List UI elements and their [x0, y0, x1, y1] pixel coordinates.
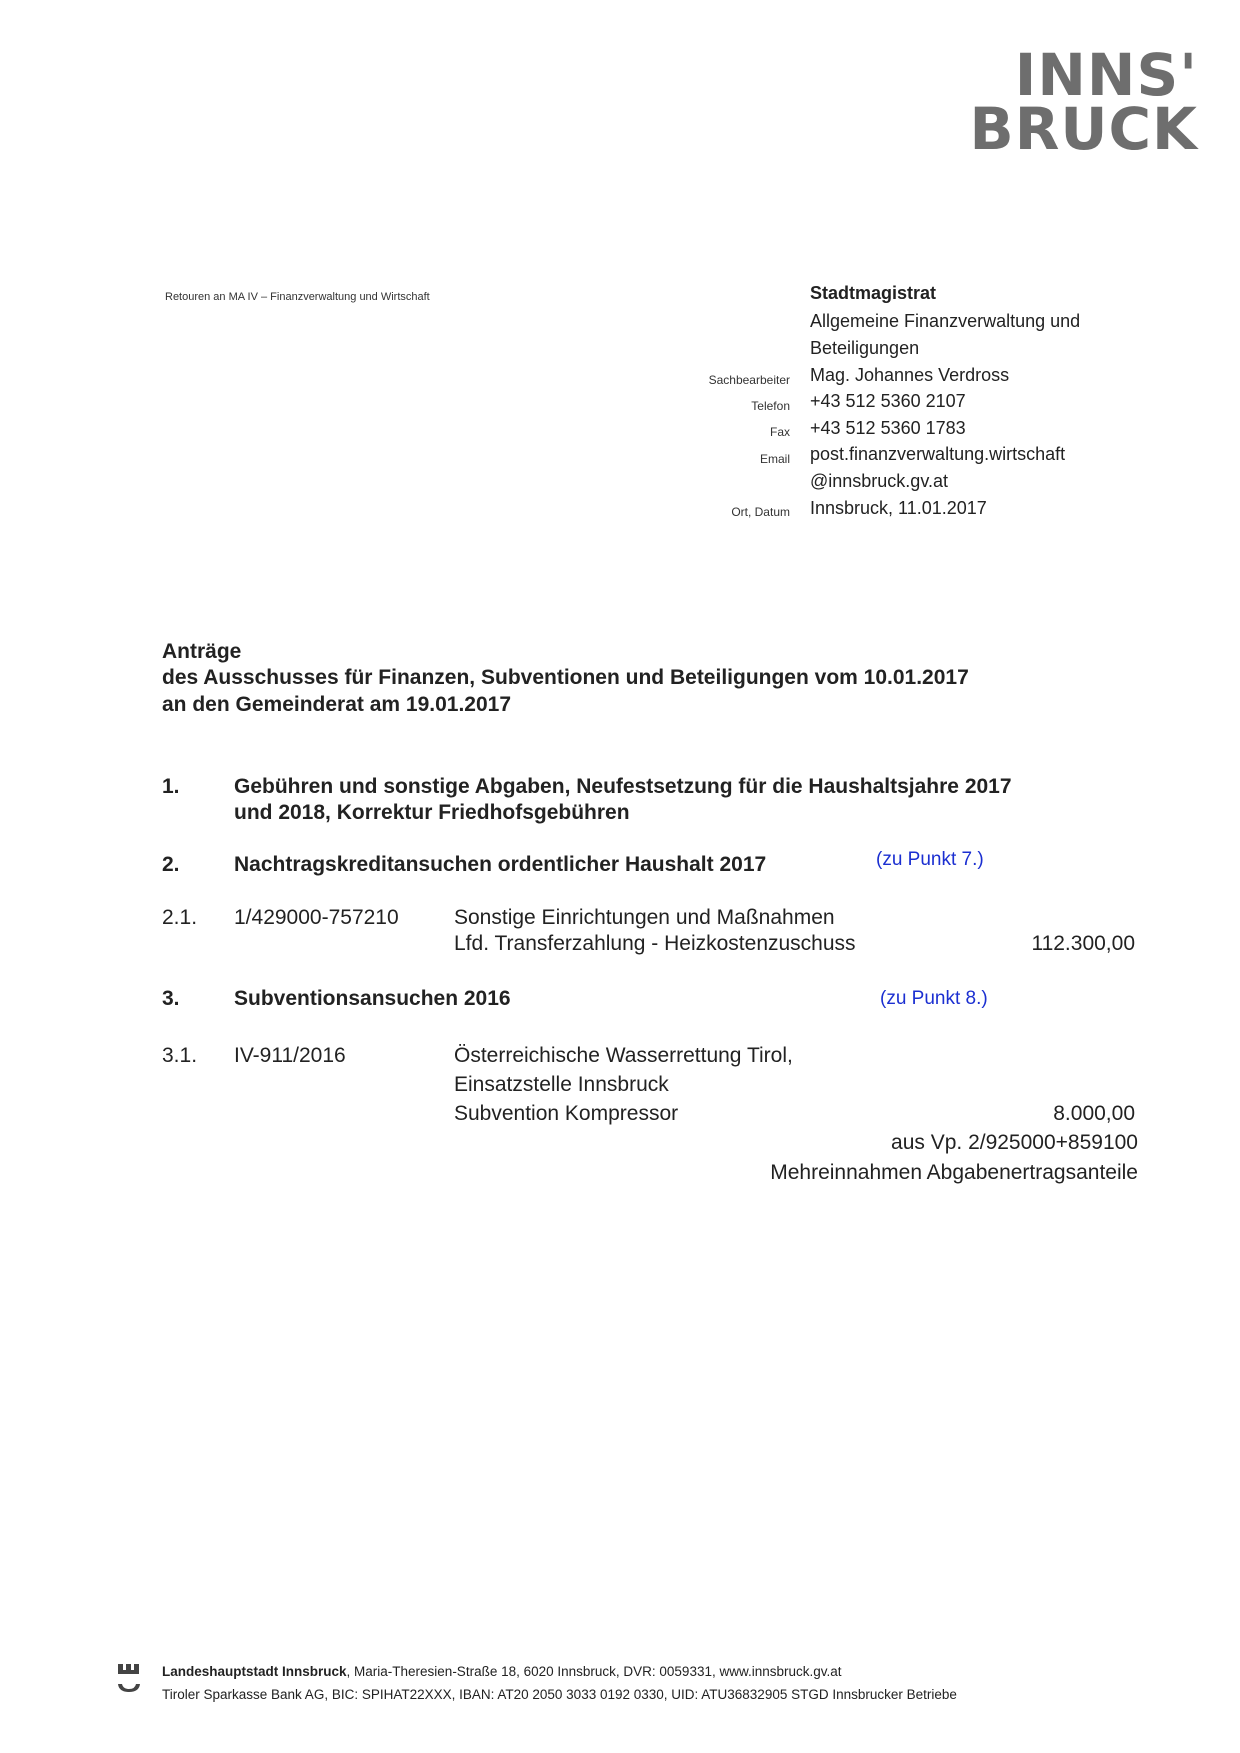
- item-2-1-line1: Sonstige Einrichtungen und Maßnahmen: [454, 906, 835, 929]
- item-2-title: Nachtragskreditansuchen ordentlicher Haushalt 2017: [234, 853, 767, 876]
- item-3-note: (zu Punkt 8.): [880, 988, 988, 1009]
- phone-label: Telefon: [751, 399, 790, 413]
- logo-line-1: INNS': [1014, 41, 1198, 109]
- item-3-1-source-line1: aus Vp. 2/925000+859100: [891, 1131, 1138, 1154]
- email-line1: post.finanzverwaltung.wirtschaft: [810, 444, 1066, 464]
- item-2-1-amount: 112.300,00: [1031, 932, 1135, 955]
- item-3-1-number: 3.1.: [162, 1044, 198, 1067]
- item-2-number: 2.: [162, 853, 180, 876]
- title-line3: an den Gemeinderat am 19.01.2017: [162, 693, 512, 716]
- item-3-1-line3: Subvention Kompressor: [454, 1102, 679, 1125]
- sender-unit-line1: Allgemeine Finanzverwaltung und: [810, 311, 1081, 331]
- item-2-1-code: 1/429000-757210: [234, 906, 399, 929]
- fax-label: Fax: [769, 425, 790, 439]
- footer-line1: [162, 1664, 842, 1679]
- clerk-label: Sachbearbeiter: [708, 373, 790, 387]
- date-value: Innsbruck, 11.01.2017: [810, 498, 987, 518]
- item-3-number: 3.: [162, 987, 180, 1010]
- item-3-title: Subventionsansuchen 2016: [234, 987, 511, 1010]
- footer-address: , Maria-Theresien-Straße 18, 6020 Innsbruck, DVR: 0059331, www.innsbruck.gv.at: [346, 1664, 842, 1679]
- title-line1: Anträge: [162, 640, 242, 663]
- item-1-number: 1.: [162, 775, 180, 798]
- item-2-note: (zu Punkt 7.): [876, 849, 984, 870]
- logo-line-2: BRUCK: [969, 95, 1198, 163]
- footer-line2: Tiroler Sparkasse Bank AG, BIC: SPIHAT22XXX, IBAN: AT20 2050 3033 0192 0330, UID: ATU36832905 STGD Innsbrucker Betriebe: [162, 1687, 957, 1702]
- item-3-1-line2: Einsatzstelle Innsbruck: [454, 1073, 669, 1096]
- date-label: Ort, Datum: [731, 505, 790, 519]
- item-2-1-number: 2.1.: [162, 906, 198, 929]
- item-1-line1: Gebühren und sonstige Abgaben, Neufestsetzung für die Haushaltsjahre 2017: [234, 775, 1012, 798]
- email-label: Email: [759, 452, 790, 466]
- footer-coat-of-arms-icon: [116, 1662, 142, 1703]
- phone-value: +43 512 5360 2107: [810, 391, 966, 411]
- title-line2: des Ausschusses für Finanzen, Subventionen und Beteiligungen vom 10.01.2017: [162, 666, 969, 689]
- item-3-1-line1: Österreichische Wasserrettung Tirol,: [454, 1044, 793, 1067]
- email-line2: @innsbruck.gv.at: [810, 471, 948, 491]
- item-1-line2: und 2018, Korrektur Friedhofsgebühren: [234, 801, 630, 824]
- sender-department: Stadtmagistrat: [810, 283, 937, 303]
- item-2-1-line2: Lfd. Transferzahlung - Heizkostenzuschuss: [454, 932, 856, 955]
- city-logo: [948, 41, 1198, 163]
- footer-city-name: Landeshauptstadt Innsbruck: [162, 1664, 347, 1679]
- item-3-1-code: IV-911/2016: [234, 1044, 346, 1067]
- return-address: Retouren an MA IV – Finanzverwaltung und Wirtschaft: [165, 291, 430, 303]
- item-3-1-source-line2: Mehreinnahmen Abgabenertragsanteile: [770, 1161, 1138, 1184]
- clerk-name: Mag. Johannes Verdross: [810, 365, 1010, 385]
- item-3-1-amount: 8.000,00: [1053, 1102, 1135, 1125]
- sender-unit-line2: Beteiligungen: [810, 338, 920, 358]
- fax-value: +43 512 5360 1783: [810, 418, 966, 438]
